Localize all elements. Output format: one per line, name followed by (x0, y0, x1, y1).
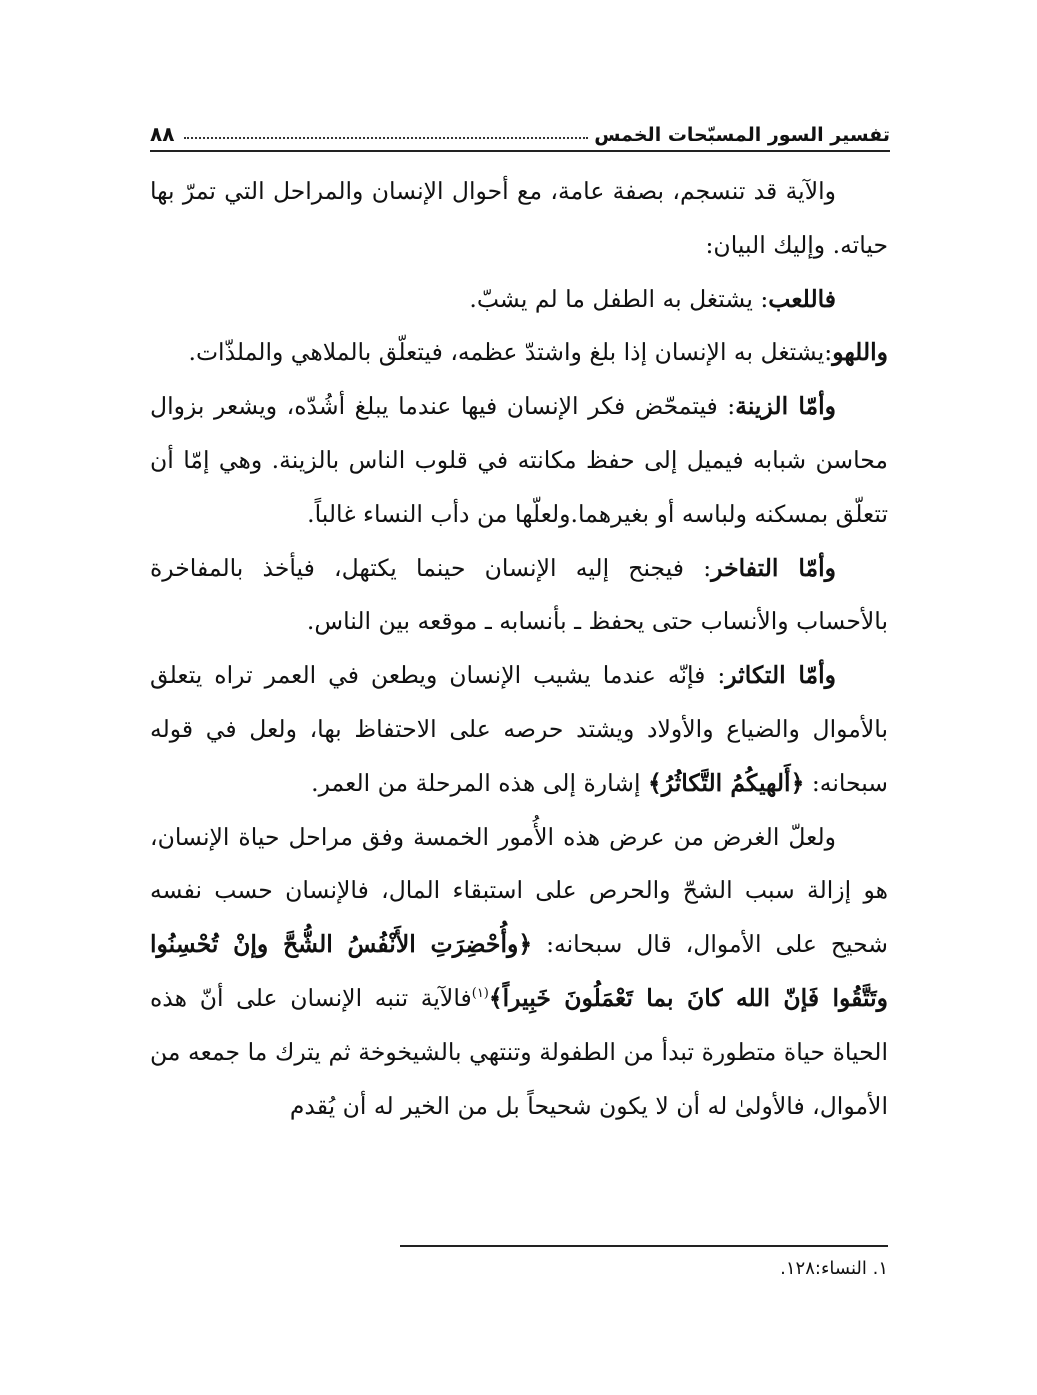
paragraph-text: : يشتغل به الطفل ما لم يشبّ. (469, 284, 769, 313)
paragraph-4 (150, 380, 888, 541)
term-amusement: واللهو (832, 338, 888, 367)
body-text (150, 165, 888, 1133)
paragraph-1 (150, 165, 888, 273)
footnote-rule (400, 1245, 888, 1247)
footnote-reference[interactable]: (١) (471, 986, 489, 1002)
paragraph-5 (150, 542, 888, 650)
paragraph-3 (150, 326, 888, 380)
paragraph-text: : فيجنح إليه الإنسان حينما يكتهل، فيأخذ بالمفاخرة بالأحساب والأنساب حتى يحفظ ـ بأنسابه ـ موقعه بين الناس. (150, 553, 888, 636)
running-title: تفسير السور المسبّحات الخمس (594, 124, 890, 146)
paragraph-text: :يشتغل به الإنسان إذا بلغ واشتدّ عظمه، فيتعلّق بالملاهي والملذّات. (188, 338, 833, 367)
page-header (150, 112, 890, 146)
paragraph-6 (150, 649, 888, 810)
term-rivalry: وأمّا التكاثر (725, 661, 837, 690)
footnote: ١. النساء:١٢٨. (780, 1258, 888, 1279)
header-rule (150, 150, 890, 152)
term-boasting: وأمّا التفاخر (711, 553, 836, 582)
paragraph-text: : فيتمحّض فكر الإنسان فيها عندما يبلغ أشُدّه، ويشعر بزوال محاسن شبابه فيميل إلى حفظ مكانته في قلوب الناس بالزينة. وهي إمّا أن تتعلّق بمسكنه ولباسه أو بغيرهما.ولعلّها من دأب النساء غالباً. (150, 392, 888, 528)
term-play: فاللعب (768, 284, 836, 313)
paragraph-2 (150, 273, 888, 327)
paragraph-text: ولعلّ الغرض من عرض هذه الأُمور الخمسة وفق مراحل حياة الإنسان، هو إزالة سبب الشحّ والحرص على استبقاء المال، فالإنسان حسب نفسه شحيح على الأموال، قال سبحانه: (150, 822, 888, 959)
paragraph-text: إشارة إلى هذه المرحلة من العمر. (311, 768, 648, 797)
paragraph-text: : فإنّه عندما يشيب الإنسان ويطعن في العمر تراه يتعلق بالأموال والضياع والأولاد ويشتد حرصه على الاحتفاظ بها، ولعل في قوله سبحانه: (150, 661, 888, 797)
quran-verse: ﴿أَلهيكُمُ التَّكاثُرُ﴾ (647, 768, 805, 797)
page-number: ٨٨ (150, 122, 175, 146)
term-adornment: وأمّا الزينة (735, 392, 836, 421)
paragraph-text: والآية قد تنسجم، بصفة عامة، مع أحوال الإنسان والمراحل التي تمرّ بها حياته. وإليك البيان: (150, 177, 888, 259)
quran-verse: ﴿وأُحْضِرَتِ الأَنْفُسُ الشُّحَّ وإنْ تُحْسِنُوا وتَتَّقُوا فَإنّ الله كانَ بما تَعْمَلُونَ خَبِيراً﴾ (150, 930, 888, 1012)
header-dot-leader (184, 137, 588, 139)
paragraph-7 (150, 811, 888, 1134)
paragraph-text: فالآية تنبه الإنسان على أنّ هذه الحياة حياة متطورة تبدأ من الطفولة وتنتهي بالشيخوخة ثم يترك ما جمعه من الأموال، فالأولىٰ له أن لا يكون شحيحاً بل من الخير له أن يُقدم (150, 983, 888, 1120)
